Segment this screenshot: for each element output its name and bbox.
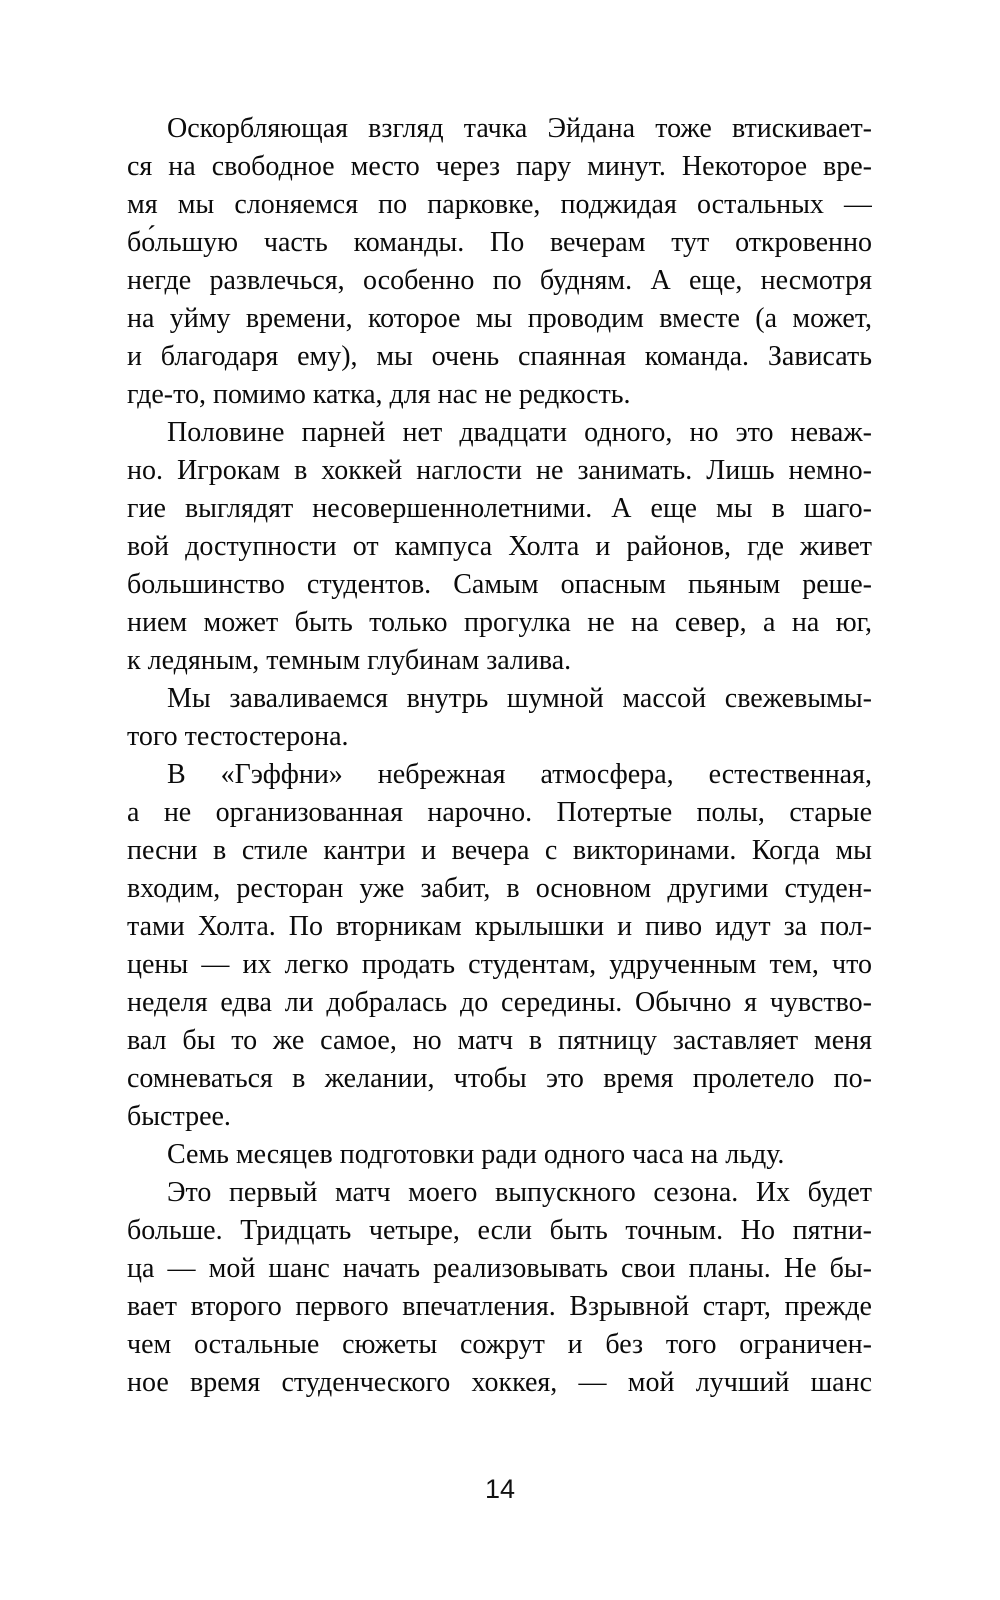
text-line: гие выглядят несовершеннолетними. А еще мы в шаго- — [127, 493, 872, 524]
text-line: вал бы то же самое, но матч в пятницу заставляет меня — [127, 1025, 872, 1056]
text-line: Мы заваливаемся внутрь шумной массой свежевымы- — [167, 683, 872, 714]
text-line: а не организованная нарочно. Потертые полы, старые — [127, 797, 872, 828]
text-line: но. Игрокам в хоккей наглости не занимать. Лишь немно- — [127, 455, 872, 486]
text-line: ца — мой шанс начать реализовывать свои планы. Не бы- — [127, 1253, 872, 1284]
text-line: песни в стиле кантри и вечера с викторинами. Когда мы — [127, 835, 872, 866]
text-line: сомневаться в желании, чтобы это время пролетело по- — [127, 1063, 872, 1094]
text-line: Это первый матч моего выпускного сезона. Их будет — [167, 1177, 872, 1208]
text-line: вой доступности от кампуса Холта и районов, где живет — [127, 531, 872, 562]
text-line: бо́льшую часть команды. По вечерам тут откровенно — [127, 227, 872, 258]
page-number: 14 — [484, 1474, 516, 1504]
text-line: вает второго первого впечатления. Взрывной старт, прежде — [127, 1291, 872, 1322]
text-line: и благодаря ему), мы очень спаянная команда. Зависать — [127, 341, 872, 372]
text-line: того тестостерона. — [127, 721, 349, 752]
text-line: мя мы слоняемся по парковке, поджидая остальных — — [127, 189, 872, 220]
text-line: к ледяным, темным глубинам залива. — [127, 645, 572, 676]
text-line: цены — их легко продать студентам, удрученным тем, что — [127, 949, 872, 980]
text-line: тами Холта. По вторникам крылышки и пиво идут за пол- — [127, 911, 872, 942]
text-line: большинство студентов. Самым опасным пьяным реше- — [127, 569, 872, 600]
text-line: ся на свободное место через пару минут. Некоторое вре- — [127, 151, 872, 182]
text-line: ное время студенческого хоккея, — мой лучший шанс — [127, 1367, 872, 1398]
text-line: В «Гэффни» небрежная атмосфера, естественная, — [167, 759, 872, 790]
text-line: входим, ресторан уже забит, в основном другими студен- — [127, 873, 872, 904]
text-line: больше. Тридцать четыре, если быть точным. Но пятни- — [127, 1215, 872, 1246]
text-line: нием может быть только прогулка не на север, а на юг, — [127, 607, 872, 638]
text-line: Семь месяцев подготовки ради одного часа на льду. — [167, 1139, 785, 1170]
text-line: Оскорбляющая взгляд тачка Эйдана тоже втискивает- — [167, 113, 872, 144]
text-line: негде развлечься, особенно по будням. А еще, несмотря — [127, 265, 872, 296]
text-line: чем остальные сюжеты сожрут и без того ограничен- — [127, 1329, 872, 1360]
text-line: неделя едва ли добралась до середины. Обычно я чувство- — [127, 987, 872, 1018]
text-line: быстрее. — [127, 1101, 231, 1132]
text-block — [127, 110, 872, 1402]
text-line: Половине парней нет двадцати одного, но это неваж- — [167, 417, 872, 448]
text-line: на уйму времени, которое мы проводим вместе (а может, — [127, 303, 872, 334]
text-line: где-то, помимо катка, для нас не редкость. — [127, 379, 631, 410]
